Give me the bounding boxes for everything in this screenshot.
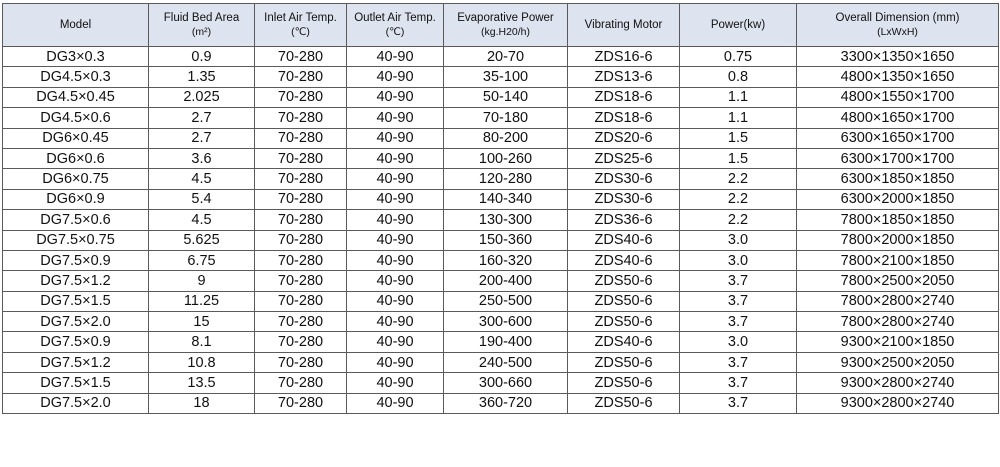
cell-power: 3.7: [680, 373, 797, 393]
table-row: [3, 373, 999, 393]
cell-vibrating-motor: ZDS13-6: [568, 67, 680, 87]
cell-outlet-air-temp: 40-90: [347, 87, 444, 107]
cell-outlet-air-temp: 40-90: [347, 189, 444, 209]
cell-power: 1.1: [680, 87, 797, 107]
header-outlet-air-temp: [347, 4, 444, 47]
cell-power: 3.7: [680, 291, 797, 311]
cell-inlet-air-temp: 70-280: [255, 352, 347, 372]
table-row: [3, 169, 999, 189]
header-row: [3, 4, 999, 47]
header-label: Overall Dimension (mm): [835, 12, 960, 24]
header-label: Vibrating Motor: [584, 19, 663, 31]
header-model: [3, 4, 149, 47]
cell-fluid-bed-area: 18: [149, 393, 255, 413]
table-row: [3, 291, 999, 311]
cell-overall-dimension: 9300×2800×2740: [797, 373, 999, 393]
cell-outlet-air-temp: 40-90: [347, 291, 444, 311]
cell-evaporative-power: 70-180: [444, 108, 568, 128]
cell-vibrating-motor: ZDS30-6: [568, 189, 680, 209]
cell-outlet-air-temp: 40-90: [347, 128, 444, 148]
header-fluid-bed-area: [149, 4, 255, 47]
header-unit: (℃): [291, 26, 310, 38]
cell-power: 3.7: [680, 271, 797, 291]
cell-inlet-air-temp: 70-280: [255, 312, 347, 332]
table-row: [3, 312, 999, 332]
cell-model: DG7.5×1.5: [3, 291, 149, 311]
cell-outlet-air-temp: 40-90: [347, 312, 444, 332]
header-label: Inlet Air Temp.: [264, 12, 337, 24]
cell-fluid-bed-area: 15: [149, 312, 255, 332]
table-row: [3, 108, 999, 128]
cell-evaporative-power: 35-100: [444, 67, 568, 87]
cell-outlet-air-temp: 40-90: [347, 271, 444, 291]
header-unit: (m²): [191, 26, 212, 38]
cell-evaporative-power: 20-70: [444, 47, 568, 67]
cell-inlet-air-temp: 70-280: [255, 373, 347, 393]
cell-fluid-bed-area: 11.25: [149, 291, 255, 311]
cell-outlet-air-temp: 40-90: [347, 169, 444, 189]
table-body: [3, 47, 999, 414]
cell-outlet-air-temp: 40-90: [347, 108, 444, 128]
cell-model: DG7.5×2.0: [3, 312, 149, 332]
cell-power: 0.8: [680, 67, 797, 87]
table-row: [3, 47, 999, 67]
cell-fluid-bed-area: 0.9: [149, 47, 255, 67]
cell-inlet-air-temp: 70-280: [255, 271, 347, 291]
cell-evaporative-power: 190-400: [444, 332, 568, 352]
header-label: Evaporative Power: [457, 12, 554, 24]
cell-fluid-bed-area: 4.5: [149, 210, 255, 230]
cell-power: 2.2: [680, 169, 797, 189]
cell-outlet-air-temp: 40-90: [347, 250, 444, 270]
header-unit: (LxWxH): [877, 26, 918, 38]
cell-vibrating-motor: ZDS40-6: [568, 230, 680, 250]
cell-model: DG6×0.75: [3, 169, 149, 189]
cell-fluid-bed-area: 5.4: [149, 189, 255, 209]
cell-inlet-air-temp: 70-280: [255, 393, 347, 413]
cell-evaporative-power: 160-320: [444, 250, 568, 270]
cell-model: DG6×0.6: [3, 148, 149, 168]
cell-power: 1.5: [680, 128, 797, 148]
cell-inlet-air-temp: 70-280: [255, 128, 347, 148]
cell-vibrating-motor: ZDS50-6: [568, 312, 680, 332]
cell-overall-dimension: 3300×1350×1650: [797, 47, 999, 67]
header-inlet-air-temp: [255, 4, 347, 47]
header-vibrating-motor: [568, 4, 680, 47]
cell-model: DG6×0.45: [3, 128, 149, 148]
cell-power: 3.7: [680, 312, 797, 332]
header-label: Outlet Air Temp.: [354, 12, 436, 24]
cell-fluid-bed-area: 2.025: [149, 87, 255, 107]
header-label: Model: [59, 19, 92, 31]
header-power: [680, 4, 797, 47]
cell-model: DG7.5×0.9: [3, 250, 149, 270]
cell-inlet-air-temp: 70-280: [255, 169, 347, 189]
cell-evaporative-power: 200-400: [444, 271, 568, 291]
cell-fluid-bed-area: 1.35: [149, 67, 255, 87]
cell-overall-dimension: 6300×1650×1700: [797, 128, 999, 148]
cell-overall-dimension: 6300×1700×1700: [797, 148, 999, 168]
cell-evaporative-power: 360-720: [444, 393, 568, 413]
header-evaporative-power: [444, 4, 568, 47]
cell-fluid-bed-area: 8.1: [149, 332, 255, 352]
cell-overall-dimension: 6300×1850×1850: [797, 169, 999, 189]
cell-evaporative-power: 80-200: [444, 128, 568, 148]
cell-overall-dimension: 9300×2500×2050: [797, 352, 999, 372]
table-row: [3, 393, 999, 413]
header-unit: (kg.H20/h): [480, 26, 531, 38]
cell-evaporative-power: 240-500: [444, 352, 568, 372]
cell-model: DG7.5×0.9: [3, 332, 149, 352]
cell-model: DG7.5×0.75: [3, 230, 149, 250]
table-header: [3, 4, 999, 47]
cell-outlet-air-temp: 40-90: [347, 373, 444, 393]
header-overall-dimension: [797, 4, 999, 47]
cell-vibrating-motor: ZDS20-6: [568, 128, 680, 148]
cell-model: DG7.5×0.6: [3, 210, 149, 230]
cell-outlet-air-temp: 40-90: [347, 332, 444, 352]
header-label: Power(kw): [710, 19, 766, 31]
cell-fluid-bed-area: 13.5: [149, 373, 255, 393]
cell-overall-dimension: 7800×2000×1850: [797, 230, 999, 250]
cell-vibrating-motor: ZDS50-6: [568, 393, 680, 413]
table-row: [3, 250, 999, 270]
cell-fluid-bed-area: 3.6: [149, 148, 255, 168]
cell-inlet-air-temp: 70-280: [255, 47, 347, 67]
cell-inlet-air-temp: 70-280: [255, 87, 347, 107]
cell-power: 2.2: [680, 210, 797, 230]
table-row: [3, 87, 999, 107]
cell-outlet-air-temp: 40-90: [347, 210, 444, 230]
cell-fluid-bed-area: 9: [149, 271, 255, 291]
cell-vibrating-motor: ZDS40-6: [568, 332, 680, 352]
cell-vibrating-motor: ZDS18-6: [568, 108, 680, 128]
cell-outlet-air-temp: 40-90: [347, 393, 444, 413]
cell-inlet-air-temp: 70-280: [255, 108, 347, 128]
cell-model: DG3×0.3: [3, 47, 149, 67]
cell-vibrating-motor: ZDS50-6: [568, 352, 680, 372]
cell-overall-dimension: 4800×1550×1700: [797, 87, 999, 107]
cell-overall-dimension: 9300×2800×2740: [797, 393, 999, 413]
cell-fluid-bed-area: 4.5: [149, 169, 255, 189]
cell-model: DG7.5×1.2: [3, 271, 149, 291]
cell-fluid-bed-area: 6.75: [149, 250, 255, 270]
cell-model: DG7.5×1.2: [3, 352, 149, 372]
cell-overall-dimension: 9300×2100×1850: [797, 332, 999, 352]
cell-overall-dimension: 7800×2800×2740: [797, 291, 999, 311]
cell-vibrating-motor: ZDS25-6: [568, 148, 680, 168]
cell-vibrating-motor: ZDS36-6: [568, 210, 680, 230]
cell-evaporative-power: 120-280: [444, 169, 568, 189]
cell-inlet-air-temp: 70-280: [255, 67, 347, 87]
table-row: [3, 210, 999, 230]
cell-vibrating-motor: ZDS40-6: [568, 250, 680, 270]
cell-inlet-air-temp: 70-280: [255, 148, 347, 168]
spec-table: [2, 3, 999, 414]
table-row: [3, 148, 999, 168]
cell-fluid-bed-area: 2.7: [149, 108, 255, 128]
cell-model: DG4.5×0.6: [3, 108, 149, 128]
cell-overall-dimension: 7800×2500×2050: [797, 271, 999, 291]
cell-outlet-air-temp: 40-90: [347, 352, 444, 372]
table-row: [3, 230, 999, 250]
cell-power: 2.2: [680, 189, 797, 209]
table-row: [3, 332, 999, 352]
cell-evaporative-power: 150-360: [444, 230, 568, 250]
cell-fluid-bed-area: 2.7: [149, 128, 255, 148]
cell-power: 3.7: [680, 352, 797, 372]
cell-overall-dimension: 7800×2100×1850: [797, 250, 999, 270]
cell-overall-dimension: 4800×1350×1650: [797, 67, 999, 87]
cell-inlet-air-temp: 70-280: [255, 250, 347, 270]
cell-power: 3.7: [680, 393, 797, 413]
cell-outlet-air-temp: 40-90: [347, 67, 444, 87]
cell-fluid-bed-area: 5.625: [149, 230, 255, 250]
cell-vibrating-motor: ZDS30-6: [568, 169, 680, 189]
table-row: [3, 271, 999, 291]
cell-vibrating-motor: ZDS50-6: [568, 291, 680, 311]
cell-evaporative-power: 300-600: [444, 312, 568, 332]
cell-inlet-air-temp: 70-280: [255, 210, 347, 230]
cell-model: DG4.5×0.45: [3, 87, 149, 107]
table-row: [3, 352, 999, 372]
cell-power: 1.5: [680, 148, 797, 168]
cell-model: DG7.5×2.0: [3, 393, 149, 413]
table-row: [3, 128, 999, 148]
table-row: [3, 67, 999, 87]
cell-power: 3.0: [680, 230, 797, 250]
cell-evaporative-power: 140-340: [444, 189, 568, 209]
cell-model: DG4.5×0.3: [3, 67, 149, 87]
cell-vibrating-motor: ZDS50-6: [568, 373, 680, 393]
cell-evaporative-power: 250-500: [444, 291, 568, 311]
cell-evaporative-power: 100-260: [444, 148, 568, 168]
header-label: Fluid Bed Area: [163, 12, 240, 24]
cell-vibrating-motor: ZDS18-6: [568, 87, 680, 107]
cell-overall-dimension: 6300×2000×1850: [797, 189, 999, 209]
header-unit: (℃): [385, 26, 405, 38]
cell-evaporative-power: 50-140: [444, 87, 568, 107]
cell-model: DG6×0.9: [3, 189, 149, 209]
cell-power: 1.1: [680, 108, 797, 128]
cell-overall-dimension: 7800×2800×2740: [797, 312, 999, 332]
cell-outlet-air-temp: 40-90: [347, 148, 444, 168]
cell-vibrating-motor: ZDS16-6: [568, 47, 680, 67]
cell-inlet-air-temp: 70-280: [255, 230, 347, 250]
cell-inlet-air-temp: 70-280: [255, 189, 347, 209]
cell-overall-dimension: 7800×1850×1850: [797, 210, 999, 230]
cell-vibrating-motor: ZDS50-6: [568, 271, 680, 291]
cell-outlet-air-temp: 40-90: [347, 230, 444, 250]
cell-overall-dimension: 4800×1650×1700: [797, 108, 999, 128]
cell-power: 3.0: [680, 332, 797, 352]
cell-inlet-air-temp: 70-280: [255, 291, 347, 311]
cell-inlet-air-temp: 70-280: [255, 332, 347, 352]
cell-power: 0.75: [680, 47, 797, 67]
cell-fluid-bed-area: 10.8: [149, 352, 255, 372]
cell-outlet-air-temp: 40-90: [347, 47, 444, 67]
cell-model: DG7.5×1.5: [3, 373, 149, 393]
cell-power: 3.0: [680, 250, 797, 270]
table-row: [3, 189, 999, 209]
cell-evaporative-power: 130-300: [444, 210, 568, 230]
cell-evaporative-power: 300-660: [444, 373, 568, 393]
